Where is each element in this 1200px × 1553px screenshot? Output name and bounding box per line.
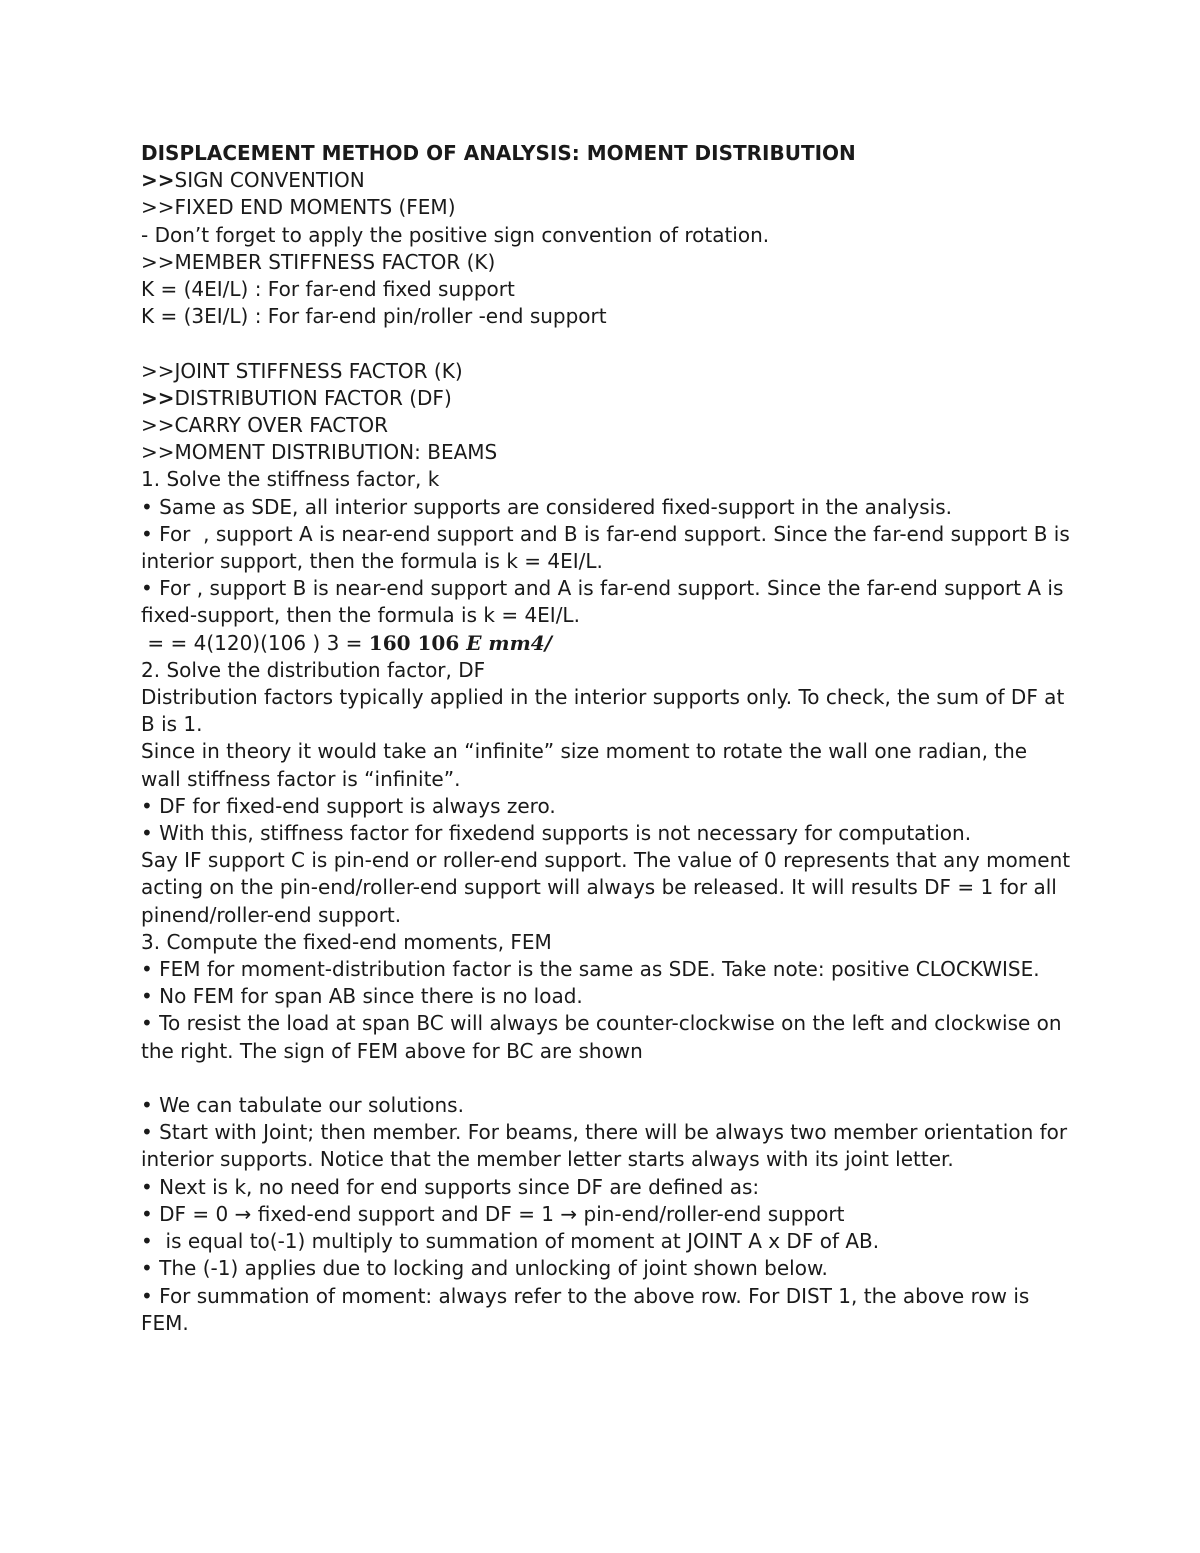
fem-note: - Don’t forget to apply the positive sign convention of rotation. xyxy=(141,222,770,247)
table-bullet-4: • DF = 0 → fixed-end support and DF = 1 → pin-end/roller-end support xyxy=(141,1201,845,1226)
step-3-heading: 3. Compute the fixed-end moments, FEM xyxy=(141,929,552,954)
formula-k-pin: K = (3EI/L) : For far-end pin/roller -end support xyxy=(141,304,607,329)
step-3-bullet-2: • No FEM for span AB since there is no load. xyxy=(141,984,583,1009)
blank-line xyxy=(141,1065,1071,1092)
document-title: DISPLACEMENT METHOD OF ANALYSIS: MOMENT DISTRIBUTION xyxy=(141,141,856,165)
heading-carry-over: >>CARRY OVER FACTOR xyxy=(141,413,389,438)
heading-fem: >>FIXED END MOMENTS (FEM) xyxy=(141,195,456,220)
document-body xyxy=(141,140,1071,1337)
table-bullet-1: • We can tabulate our solutions. xyxy=(141,1093,464,1118)
step-2-bullet-1: • DF for fixed-end support is always zero. xyxy=(141,793,556,818)
step-3-bullet-3: • To resist the load at span BC will always be counter-clockwise on the left and clockwise on the right. The sign of FEM above for BC are shown xyxy=(141,1011,1062,1063)
blank-line xyxy=(141,330,1071,357)
step-2-paragraph-3: Say IF support C is pin-end or roller-end support. The value of 0 represents that any moment acting on the pin-end/roller-end support will always be released. It will results DF = 1 for all pinend/roller-end support. xyxy=(141,848,1071,927)
heading-distribution-factor: >>DISTRIBUTION FACTOR (DF) xyxy=(141,385,452,410)
step-2-heading: 2. Solve the distribution factor, DF xyxy=(141,657,486,682)
table-bullet-2: • Start with Joint; then member. For beams, there will be always two member orientation for interior supports. Notice that the member letter starts always with its joint letter. xyxy=(141,1120,1068,1172)
heading-joint-stiffness: >>JOINT STIFFNESS FACTOR (K) xyxy=(141,358,463,383)
step-2-paragraph-1: Distribution factors typically applied in the interior supports only. To check, the sum of DF at B is 1. xyxy=(141,685,1065,737)
formula-k-fixed: K = (4EI/L) : For far-end fixed support xyxy=(141,277,515,302)
heading-moment-distribution-beams: >>MOMENT DISTRIBUTION: BEAMS xyxy=(141,440,498,465)
step-1-bullet-3: • For , support B is near-end support and A is far-end support. Since the far-end support A is fixed-support, then the formula is k = 4EI/L. xyxy=(141,576,1064,628)
heading-member-stiffness: >>MEMBER STIFFNESS FACTOR (K) xyxy=(141,249,496,274)
table-bullet-3: • Next is k, no need for end supports since DF are defined as: xyxy=(141,1174,760,1199)
table-bullet-5: • is equal to(-1) multiply to summation of moment at JOINT A x DF of AB. xyxy=(141,1229,880,1254)
step-1-bullet-2: • For , support A is near-end support and B is far-end support. Since the far-end support B is interior support, then the formula is k = 4EI/L. xyxy=(141,521,1070,574)
step-2-bullet-2: • With this, stiffness factor for fixedend supports is not necessary for computation. xyxy=(141,821,972,846)
step-1-heading: 1. Solve the stiffness factor, k xyxy=(141,467,440,492)
table-bullet-7: • For summation of moment: always refer to the above row. For DIST 1, the above row is FEM. xyxy=(141,1283,1030,1335)
step-3-bullet-1: • FEM for moment-distribution factor is the same as SDE. Take note: positive CLOCKWISE. xyxy=(141,957,1040,982)
table-bullet-6: • The (-1) applies due to locking and unlocking of joint shown below. xyxy=(141,1256,828,1281)
step-2-paragraph-2: Since in theory it would take an “infinite” size moment to rotate the wall one radian, the wall stiffness factor is “infinite”. xyxy=(141,739,1028,791)
stiffness-formula: = = 4(120)(106 ) 3 = 160 106 E mm4/ xyxy=(141,630,552,655)
heading-sign-convention: >>SIGN CONVENTION xyxy=(141,168,365,193)
step-1-bullet-1: • Same as SDE, all interior supports are considered fixed-support in the analysis. xyxy=(141,494,953,519)
